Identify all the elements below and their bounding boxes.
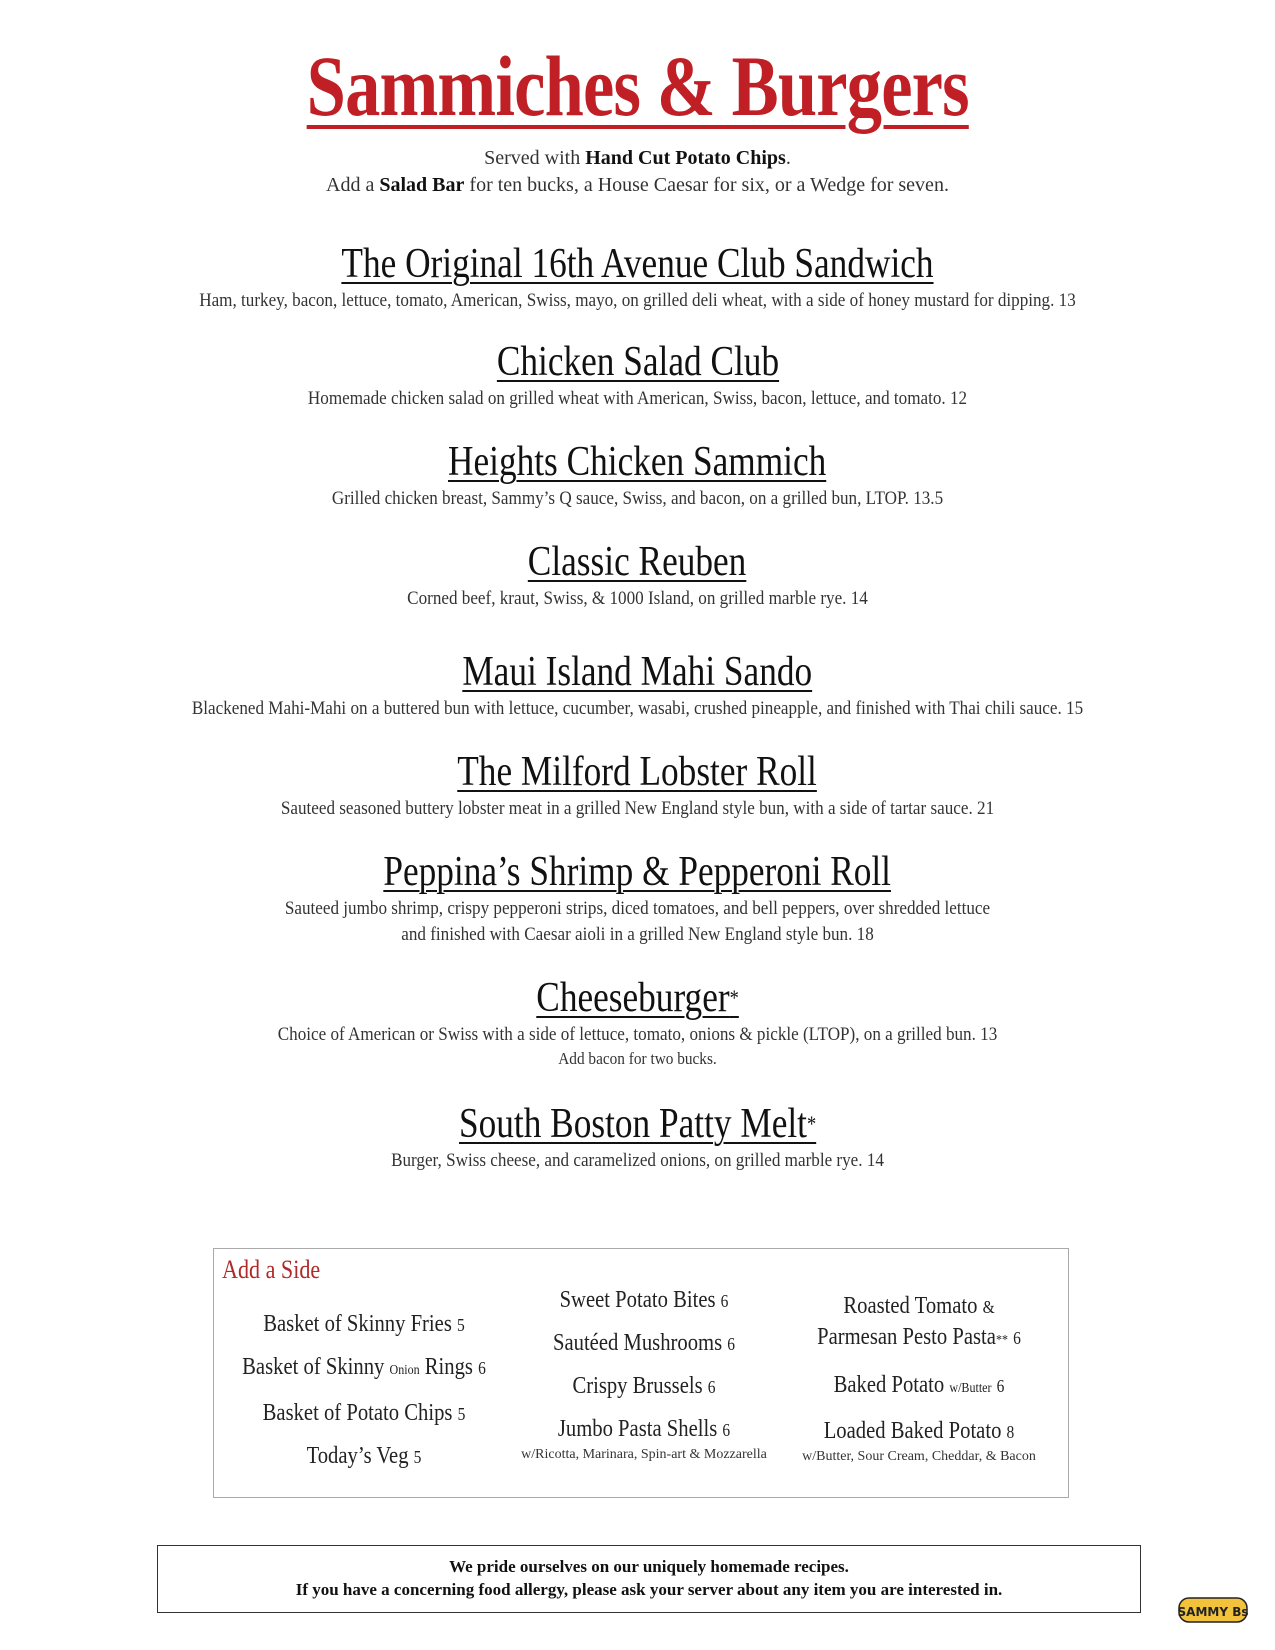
side-item: Basket of Skinny Fries 5 — [263, 1311, 465, 1337]
side-item: Baked Potato w/Butter 6 — [833, 1372, 1005, 1398]
intro-text: Served with Hand Cut Potato Chips. Add a Salad Bar for ten bucks, a House Caesar for six, or a Wedge for seven. — [326, 147, 949, 196]
menu-item-desc: Blackened Mahi-Mahi on a buttered bun with lettuce, cucumber, wasabi, crushed pineapple, and finished with Thai chili sauce. 15 — [191, 698, 1084, 719]
menu-item — [0, 848, 1275, 948]
menu-item-name: Heights Chicken Sammich — [448, 439, 827, 485]
allergy-notice: We pride ourselves on our uniquely homemade recipes. If you have a concerning food allergy, please ask your server about any item you are interested in. — [157, 1545, 1141, 1613]
side-item-note: w/Ricotta, Marinara, Spin-art & Mozzarella — [521, 1447, 767, 1462]
menu-item-name: South Boston Patty Melt* — [458, 1101, 817, 1147]
sides-column-2 — [504, 1285, 784, 1471]
menu-item-name: Cheeseburger* — [536, 975, 739, 1021]
menu-item-desc: Ham, turkey, bacon, lettuce, tomato, American, Swiss, mayo, on grilled deli wheat, with a side of honey mustard for dipping. 13 — [199, 290, 1076, 311]
side-item: Basket of Potato Chips 5 — [262, 1400, 466, 1426]
menu-item — [0, 1100, 1275, 1174]
menu-item — [0, 438, 1275, 512]
menu-item — [0, 748, 1275, 822]
side-item: Basket of Skinny Onion Rings 6 — [242, 1354, 486, 1380]
menu-item-name: Peppina’s Shrimp & Pepperoni Roll — [383, 849, 892, 895]
menu-item-name: Chicken Salad Club — [496, 339, 779, 385]
sides-column-1 — [214, 1309, 514, 1484]
menu-item — [0, 974, 1275, 1070]
page-title: Sammiches & Burgers — [306, 38, 969, 134]
menu-item-name: The Milford Lobster Roll — [457, 749, 818, 795]
menu-item-desc: Sauteed jumbo shrimp, crispy pepperoni strips, diced tomatoes, and bell peppers, over shredded lettuce — [284, 898, 991, 919]
side-item: Jumbo Pasta Shells 6 — [557, 1416, 731, 1442]
menu-item-desc-line2: Add bacon for two bucks. — [558, 1049, 717, 1068]
side-item: Today’s Veg 5 — [306, 1443, 422, 1469]
menu-item-desc: Choice of American or Swiss with a side of lettuce, tomato, onions & pickle (LTOP), on a grilled bun. 13 — [277, 1024, 998, 1045]
menu-item — [0, 538, 1275, 612]
menu-item-desc: Grilled chicken breast, Sammy’s Q sauce, Swiss, and bacon, on a grilled bun, LTOP. 13.5 — [331, 488, 944, 509]
menu-item — [0, 338, 1275, 412]
menu-item-desc: Sauteed seasoned buttery lobster meat in a grilled New England style bun, with a side of tartar sauce. 21 — [280, 798, 995, 819]
side-item: Loaded Baked Potato 8 — [823, 1418, 1015, 1444]
menu-item — [0, 240, 1275, 314]
menu-item-name: Classic Reuben — [528, 539, 747, 585]
side-item: Sautéed Mushrooms 6 — [552, 1330, 736, 1356]
side-item: Crispy Brussels 6 — [572, 1373, 716, 1399]
menu-item-desc-line2: and finished with Caesar aioli in a grilled New England style bun. 18 — [401, 924, 874, 945]
side-item-note: w/Butter, Sour Cream, Cheddar, & Bacon — [802, 1449, 1036, 1464]
menu-item-name: The Original 16th Avenue Club Sandwich — [341, 241, 934, 287]
side-item: Roasted Tomato & Parmesan Pesto Pasta** 6 — [817, 1293, 1021, 1350]
sides-column-3 — [774, 1291, 1064, 1473]
side-item: Sweet Potato Bites 6 — [559, 1287, 729, 1313]
sides-title: Add a Side — [222, 1255, 321, 1284]
svg-text:SAMMY Bs: SAMMY Bs — [1177, 1605, 1249, 1619]
menu-item-name: Maui Island Mahi Sando — [462, 649, 813, 695]
menu-item-desc: Burger, Swiss cheese, and caramelized onions, on grilled marble rye. 14 — [391, 1150, 884, 1171]
menu-item-desc: Corned beef, kraut, Swiss, & 1000 Island, on grilled marble rye. 14 — [407, 588, 868, 609]
menu-item — [0, 648, 1275, 722]
menu-item-desc: Homemade chicken salad on grilled wheat with American, Swiss, bacon, lettuce, and tomato. 12 — [307, 388, 968, 409]
sammy-bs-logo — [1177, 1592, 1249, 1626]
sides-box — [213, 1248, 1069, 1498]
